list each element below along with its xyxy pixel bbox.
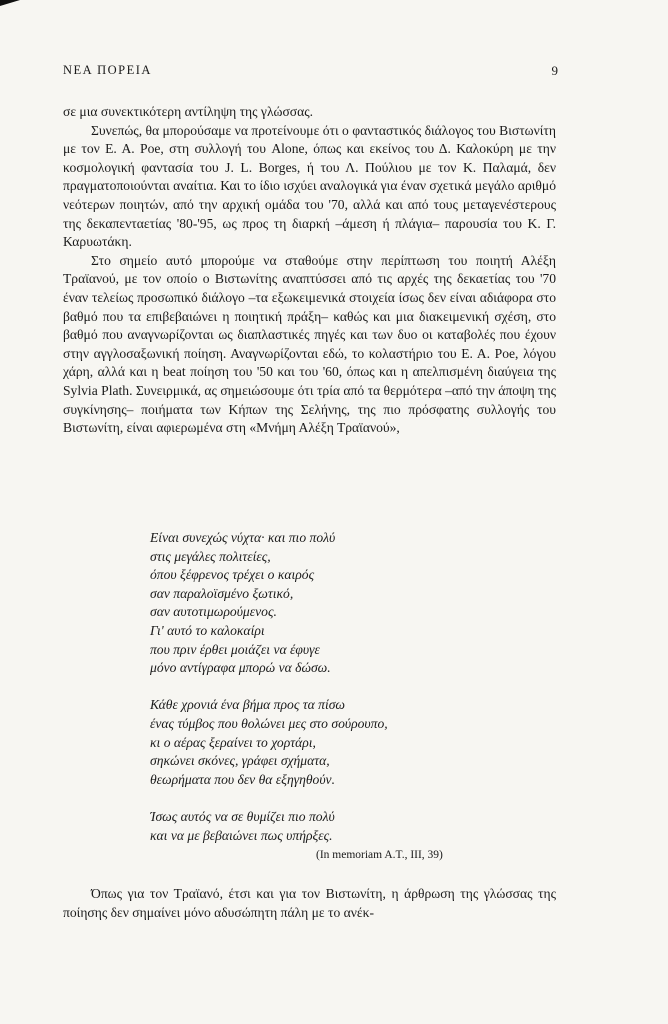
poem-line: στις μεγάλες πολιτείες,	[150, 548, 271, 564]
poem-quotation	[150, 529, 540, 864]
poem-line: και να με βεβαιώνει πως υπήρξες.	[150, 827, 333, 843]
poem-line: σαν αυτοτιμωρούμενος.	[150, 604, 277, 620]
poem-stanza	[150, 529, 540, 678]
page-number: 9	[551, 63, 558, 78]
body-text	[63, 103, 556, 438]
poem-line: Κάθε χρονιά ένα βήμα προς τα πίσω	[150, 697, 346, 713]
poem-stanza	[150, 808, 540, 845]
closing-text	[63, 885, 556, 922]
paragraph: Στο σημείο αυτό μπορούμε να σταθούμε στην περίπτωση του ποιητή Αλέξη Τραϊανού, με τον οποίο ο Βιστωνίτης αναπτύσσει από τις αρχές της δεκαετίας του '70 έναν τελείως προσωπικό διάλογο –τα εξωκειμενικά στοιχεία ίσως δεν είναι αδιάφορα στο βαθμό που τα επιβεβαιώνει η ποιητική πράξη– καθώς και μια διακειμενική σχέση, στο βαθμό που αναγνωρίζονται ως διαπλαστικές πηγές και των δυο οι καταβολές που έχουν στην αγγλοσαξωνική ποίηση. Αναγνωρίζονται εδώ, το κολαστήριο του Ε. Α. Poe, λόγου χάρη, αλλά και η beat ποίηση του '50 και του '60, όπως και η απελπισμένη διαύγεια της Sylvia Plath. Συνειρμικά, ας σημειώσουμε ότι τρία από τα θερμότερα –από την άποψη της συγκίνησης– ποιήματα των Κήπων της Σελήνης, της πιο πρόσφατης συλλογής του Βιστωνίτη, είναι αφιερωμένα στη «Μνήμη Αλέξη Τραϊανού»,	[63, 252, 556, 436]
journal-title: ΝΕΑ ΠΟΡΕΙΑ	[63, 63, 152, 77]
poem-line: ένας τύμβος που θολώνει μες στο σούρουπο,	[150, 715, 388, 731]
poem-line: μόνο αντίγραφα μπορώ να δώσω.	[150, 660, 331, 676]
poem-line: Ίσως αυτός να σε θυμίζει πιο πολύ	[150, 808, 335, 824]
poem-line: που πριν έρθει μοιάζει να έφυγε	[150, 641, 320, 657]
paragraph-continuation: σε μια συνεκτικότερη αντίληψη της γλώσσας.	[63, 104, 314, 119]
poem-citation: (In memoriam A.T., III, 39)	[316, 849, 443, 861]
poem-line: Είναι συνεχώς νύχτα· και πιο πολύ	[150, 530, 336, 545]
poem-line: σηκώνει σκόνες, γράφει σχήματα,	[150, 753, 330, 769]
poem-line: Γι' αυτό το καλοκαίρι	[150, 622, 265, 638]
paragraph: Όπως για τον Τραϊανό, έτσι και για τον Βιστωνίτη, η άρθρωση της γλώσσας της ποίησης δεν σημαίνει μόνο αδυσώπητη πάλη με το ανέκ-	[63, 886, 556, 920]
paragraph: Συνεπώς, θα μπορούσαμε να προτείνουμε ότι ο φανταστικός διάλογος του Βιστωνίτη με τον Ε. Α. Poe, στη συλλογή του Alone, όπως και εκείνος του Δ. Καλοκύρη με την κοσμολογική φαντασία του J. L. Borges, ή του Λ. Πούλιου με τον Κ. Παλαμά, δεν πραγματοποιούνται αναίτια. Και το ίδιο ισχύει αναλογικά για έναν σχετικά μεγάλο αριθμό νεότερων ποιητών, από την αρχική ομάδα του '70, αλλά και από τους μεταγενέστερους της δεκαπενταετίας '80-'95, ως προς τη διαρκή –άμεση ή πλάγια– παρουσία του Κ. Γ. Καρυωτάκη.	[63, 122, 556, 250]
running-head	[63, 63, 558, 79]
poem-line: θεωρήματα που δεν θα εξηγηθούν.	[150, 771, 335, 787]
poem-line: κι ο αέρας ξεραίνει το χορτάρι,	[150, 734, 316, 750]
poem-line: όπου ξέφρενος τρέχει ο καιρός	[150, 567, 315, 583]
corner-mark	[0, 0, 20, 6]
poem-line: σαν παραλοϊσμένο ξωτικό,	[150, 585, 294, 601]
poem-stanza	[150, 696, 540, 789]
